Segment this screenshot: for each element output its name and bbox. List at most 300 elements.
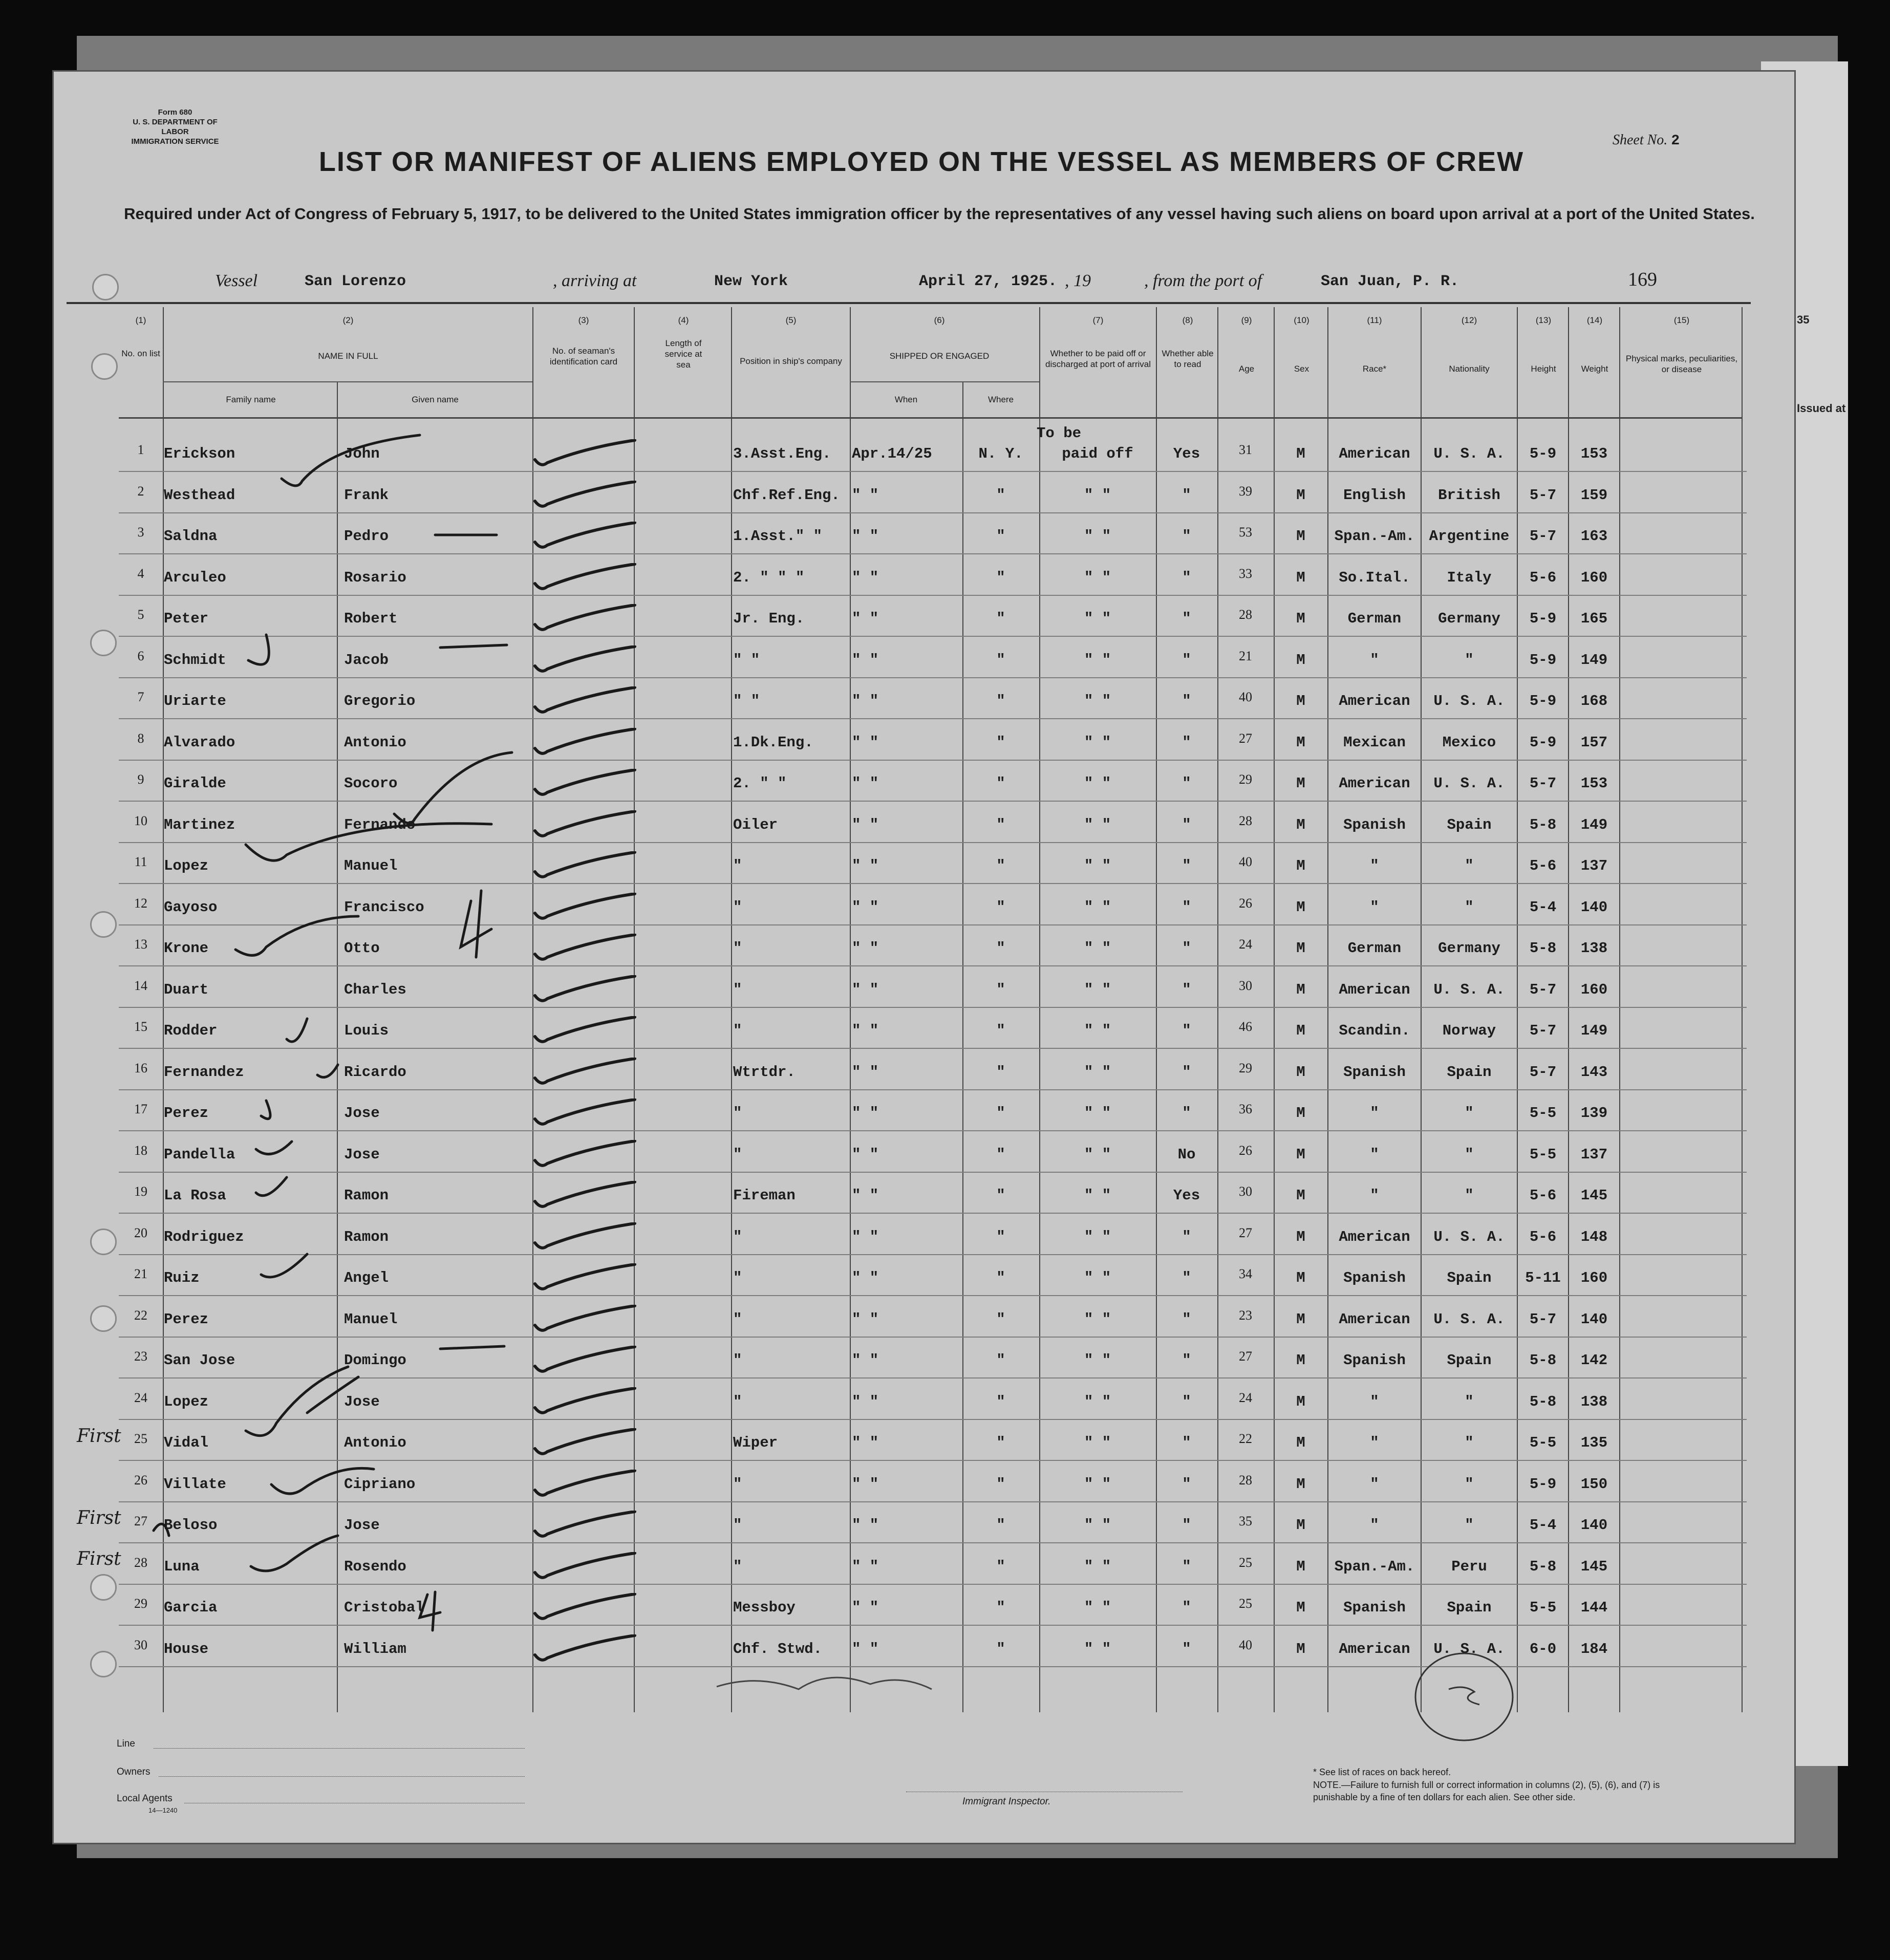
weight-cell: 168 <box>1580 693 1608 709</box>
sex-cell: M <box>1296 1022 1305 1039</box>
age-cell: 30 <box>1239 978 1252 993</box>
sex-cell: M <box>1296 1640 1305 1657</box>
sex-cell: M <box>1296 1187 1305 1204</box>
footer-agents-label: Local Agents <box>117 1793 173 1804</box>
nationality-cell: U. S. A. <box>1433 445 1505 462</box>
shipped-when-cell: " " <box>852 775 879 792</box>
paid-off-cell: " " <box>1084 1640 1111 1657</box>
row-number-cell: 23 <box>134 1349 147 1364</box>
height-cell: 5-7 <box>1529 775 1557 792</box>
dash-mark <box>440 645 507 648</box>
given-name-cell: Manuel <box>344 857 398 874</box>
nationality-cell: " <box>1465 1393 1474 1410</box>
nationality-cell: U. S. A. <box>1433 1228 1505 1245</box>
able-to-read-cell: " <box>1182 486 1191 504</box>
col1-header: No. on list <box>121 349 160 358</box>
weight-cell: 138 <box>1580 1393 1608 1410</box>
height-cell: 5-9 <box>1529 445 1557 462</box>
height-cell: 5-5 <box>1529 1434 1557 1451</box>
family-name-cell: Ruiz <box>164 1269 200 1286</box>
shipped-when-cell: " " <box>852 610 879 627</box>
shipped-when-cell: " " <box>852 816 879 833</box>
height-cell: 5-6 <box>1529 1187 1557 1204</box>
weight-cell: 148 <box>1580 1228 1608 1245</box>
family-name-cell: La Rosa <box>164 1187 226 1204</box>
shipped-when-cell: " " <box>852 734 879 751</box>
weight-cell: 140 <box>1580 1517 1608 1534</box>
given-name-cell: Jose <box>344 1146 380 1163</box>
paid-off-cell: " " <box>1084 528 1111 545</box>
shipped-when-cell: " " <box>852 1146 879 1163</box>
sheet-number-value: 2 <box>1671 133 1680 149</box>
col4-number: (4) <box>678 315 689 325</box>
sex-cell: M <box>1296 651 1305 669</box>
paid-off-cell: " " <box>1084 1475 1111 1493</box>
shipped-when-cell: " " <box>852 651 879 669</box>
row-number-cell: 30 <box>134 1637 147 1652</box>
row-number-cell: 1 <box>137 442 144 457</box>
initial-mark <box>248 635 269 664</box>
race-cell: Spanish <box>1343 1063 1406 1081</box>
shipped-where-cell: " <box>996 1105 1005 1122</box>
height-cell: 5-8 <box>1529 1352 1557 1369</box>
able-to-read-cell: " <box>1182 1310 1191 1328</box>
nationality-cell: U. S. A. <box>1433 775 1505 792</box>
row-number-cell: 14 <box>134 978 147 993</box>
paid-off-cell: " " <box>1084 1146 1111 1163</box>
col13-header: Height <box>1531 364 1556 374</box>
position-cell: " <box>733 1558 742 1575</box>
race-cell: German <box>1347 610 1402 627</box>
paid-off-note: To be <box>1037 425 1082 442</box>
footnote-races: * See list of races on back hereof. <box>1313 1767 1451 1777</box>
height-cell: 5-5 <box>1529 1105 1557 1122</box>
shipped-where-cell: " <box>996 1310 1005 1328</box>
race-cell: Spanish <box>1343 1269 1406 1286</box>
shipped-when-cell: " " <box>852 981 879 998</box>
shipped-when-cell: " " <box>852 1269 879 1286</box>
shipped-when-cell: " " <box>852 486 879 504</box>
paid-off-cell: " " <box>1084 1599 1111 1616</box>
row-number-cell: 11 <box>134 854 147 869</box>
shipped-where-cell: " <box>996 981 1005 998</box>
paid-off-cell: " " <box>1084 816 1111 833</box>
position-cell: Chf.Ref.Eng. <box>733 486 840 504</box>
col4-header: Length of service at sea <box>664 338 702 370</box>
position-cell: " <box>733 1022 742 1039</box>
paid-off-cell: " " <box>1084 569 1111 586</box>
weight-cell: 160 <box>1580 981 1608 998</box>
check-mark <box>282 435 420 486</box>
shipped-where-cell: " <box>996 816 1005 833</box>
race-cell: Spanish <box>1343 1599 1406 1616</box>
row-number-cell: 18 <box>134 1143 147 1158</box>
page-subtitle: Required under Act of Congress of February 5, 1917, to be delivered to the United States immigration officer by the representatives of any vessel having such aliens on board upon arrival at a port of the United States. <box>124 205 1755 223</box>
row-number-cell: 24 <box>134 1390 147 1405</box>
age-cell: 21 <box>1239 648 1252 663</box>
race-cell: American <box>1339 1228 1410 1245</box>
col14-number: (14) <box>1586 315 1603 325</box>
given-name-cell: Manuel <box>344 1310 398 1328</box>
shipped-when-cell: " " <box>852 569 879 586</box>
height-cell: 5-7 <box>1529 1063 1557 1081</box>
family-name-cell: Krone <box>164 940 209 957</box>
race-cell: American <box>1339 445 1410 462</box>
sex-cell: M <box>1296 1558 1305 1575</box>
paid-off-cell: " " <box>1084 1393 1111 1410</box>
shipped-where-cell: " <box>996 1558 1005 1575</box>
given-name-cell: Jose <box>344 1517 380 1534</box>
check-mark <box>154 1524 169 1536</box>
age-cell: 30 <box>1239 1184 1252 1199</box>
family-name-cell: Uriarte <box>164 693 226 709</box>
age-cell: 46 <box>1239 1019 1252 1034</box>
paid-off-cell: " " <box>1084 857 1111 874</box>
shipped-where-cell: " <box>996 1022 1005 1039</box>
nationality-cell: Peru <box>1451 1558 1487 1575</box>
shipped-where-cell: " <box>996 857 1005 874</box>
given-name-cell: Jacob <box>344 651 389 669</box>
shipped-when-cell: " " <box>852 1558 879 1575</box>
position-cell: " <box>733 1269 742 1286</box>
family-name-cell: Arculeo <box>164 569 226 586</box>
able-to-read-cell: " <box>1182 816 1191 833</box>
shipped-when-cell: " " <box>852 1599 879 1616</box>
race-cell: " <box>1370 1434 1379 1451</box>
sex-cell: M <box>1296 1475 1305 1493</box>
row-number-cell: 22 <box>134 1307 147 1323</box>
family-name-cell: Perez <box>164 1105 209 1122</box>
shipped-where-cell: " <box>996 1475 1005 1493</box>
nationality-cell: " <box>1465 651 1474 669</box>
col5-header: Position in ship's company <box>740 356 842 366</box>
able-to-read-cell: " <box>1182 610 1191 627</box>
height-cell: 6-0 <box>1529 1640 1557 1657</box>
family-name-cell: Westhead <box>164 486 235 504</box>
sex-cell: M <box>1296 816 1305 833</box>
age-cell: 27 <box>1239 1349 1252 1364</box>
age-cell: 25 <box>1239 1555 1252 1570</box>
family-name-cell: Fernandez <box>164 1063 244 1081</box>
col9-number: (9) <box>1241 315 1252 325</box>
given-name-cell: Pedro <box>344 528 389 545</box>
row-number-cell: 19 <box>134 1184 147 1199</box>
weight-cell: 149 <box>1580 651 1608 669</box>
able-to-read-cell: " <box>1182 1599 1191 1616</box>
height-cell: 5-5 <box>1529 1599 1557 1616</box>
initial-mark <box>261 1101 270 1119</box>
able-to-read-cell: " <box>1182 1228 1191 1245</box>
height-cell: 5-5 <box>1529 1146 1557 1163</box>
nationality-cell: Spain <box>1447 816 1492 833</box>
row-number-cell: 15 <box>134 1019 147 1034</box>
shipped-where-cell: " <box>996 1640 1005 1657</box>
weight-cell: 143 <box>1580 1063 1608 1081</box>
position-cell: Fireman <box>733 1187 796 1204</box>
age-cell: 31 <box>1239 442 1252 457</box>
position-cell: Messboy <box>733 1599 796 1616</box>
able-to-read-cell: " <box>1182 693 1191 709</box>
able-to-read-cell: " <box>1182 940 1191 957</box>
paid-off-cell: " " <box>1084 1269 1111 1286</box>
age-cell: 36 <box>1239 1102 1252 1116</box>
position-cell: " <box>733 857 742 874</box>
race-cell: " <box>1370 1146 1379 1163</box>
position-cell: " <box>733 1310 742 1328</box>
age-cell: 22 <box>1239 1431 1252 1446</box>
check-mark <box>256 1177 287 1196</box>
col3-number: (3) <box>578 315 589 325</box>
col6-header: SHIPPED OR ENGAGED <box>889 351 990 361</box>
able-to-read-cell: " <box>1182 1434 1191 1451</box>
family-name-cell: Schmidt <box>164 651 226 669</box>
race-cell: Mexican <box>1343 734 1406 751</box>
able-to-read-cell: " <box>1182 1352 1191 1369</box>
nationality-cell: Spain <box>1447 1269 1492 1286</box>
paid-off-cell: " " <box>1084 1105 1111 1122</box>
shipped-where-cell: N. Y. <box>978 445 1023 462</box>
given-name-cell: Rosario <box>344 569 406 586</box>
paid-off-cell: " " <box>1084 1022 1111 1039</box>
given-name-cell: Ramon <box>344 1187 389 1204</box>
given-name-cell: Antonio <box>344 1434 406 1451</box>
col11-number: (11) <box>1367 315 1382 325</box>
position-cell: " <box>733 1228 742 1245</box>
family-name-cell: Erickson <box>164 445 235 462</box>
sex-cell: M <box>1296 734 1305 751</box>
row-number-cell: 13 <box>134 937 147 952</box>
nationality-cell: Argentine <box>1429 528 1510 545</box>
given-name-cell: Angel <box>344 1269 389 1286</box>
inspector-signature <box>717 1677 932 1689</box>
footer-line-rule <box>154 1748 525 1749</box>
sex-cell: M <box>1296 775 1305 792</box>
given-name-cell: Jose <box>344 1393 380 1410</box>
family-name-cell: House <box>164 1640 209 1657</box>
check-mark <box>394 752 512 823</box>
able-to-read-cell: " <box>1182 528 1191 545</box>
weight-cell: 159 <box>1580 486 1608 504</box>
height-cell: 5-8 <box>1529 816 1557 833</box>
position-cell: " " <box>733 693 760 709</box>
given-name-cell: Robert <box>344 610 398 627</box>
able-to-read-cell: " <box>1182 1517 1191 1534</box>
sex-cell: M <box>1296 898 1305 916</box>
sex-cell: M <box>1296 693 1305 709</box>
able-to-read-cell: Yes <box>1173 1187 1200 1204</box>
shipped-where-cell: " <box>996 1599 1005 1616</box>
service-name: IMMIGRATION SERVICE <box>131 137 219 146</box>
shipped-when-cell: " " <box>852 1310 879 1328</box>
col2-header: NAME IN FULL <box>318 351 378 361</box>
paid-off-cell: " " <box>1084 1187 1111 1204</box>
check-mark <box>246 824 491 861</box>
family-name-cell: Lopez <box>164 857 209 874</box>
col12-header: Nationality <box>1449 364 1490 374</box>
col15-header: Physical marks, peculiarities, or disease <box>1625 354 1738 374</box>
paid-off-cell: " " <box>1084 940 1111 957</box>
family-name-cell: Luna <box>164 1558 200 1575</box>
given-name-cell: Rosendo <box>344 1558 406 1575</box>
page-title: LIST OR MANIFEST OF ALIENS EMPLOYED ON THE VESSEL AS MEMBERS OF CREW <box>318 146 1524 177</box>
weight-cell: 140 <box>1580 898 1608 916</box>
position-cell: " <box>733 1517 742 1534</box>
age-cell: 29 <box>1239 1060 1252 1075</box>
col6-number: (6) <box>934 315 945 325</box>
given-name-cell: Jose <box>344 1105 380 1122</box>
col8-number: (8) <box>1182 315 1193 325</box>
footer-line-label: Line <box>117 1738 135 1749</box>
nationality-cell: U. S. A. <box>1433 981 1505 998</box>
shipped-when-cell: " " <box>852 898 879 916</box>
row-number-cell: 7 <box>137 690 144 704</box>
sex-cell: M <box>1296 1434 1305 1451</box>
check-mark <box>271 1468 374 1494</box>
height-cell: 5-11 <box>1525 1269 1561 1286</box>
shipped-where-cell: " <box>996 1228 1005 1245</box>
age-cell: 53 <box>1239 525 1252 540</box>
shipped-where-cell: " <box>996 1269 1005 1286</box>
weight-cell: 150 <box>1580 1475 1608 1493</box>
given-name-cell: Otto <box>344 940 380 957</box>
sex-cell: M <box>1296 486 1305 504</box>
shipped-where-cell: " <box>996 734 1005 751</box>
col11-header: Race* <box>1362 364 1387 374</box>
race-cell: American <box>1339 981 1410 998</box>
department-name: U. S. DEPARTMENT OF LABOR <box>133 118 218 136</box>
family-name-cell: Duart <box>164 981 209 998</box>
age-cell: 34 <box>1239 1266 1252 1281</box>
position-cell: 1.Dk.Eng. <box>733 734 813 751</box>
given-name-cell: Charles <box>344 981 406 998</box>
family-name-cell: Martinez <box>164 816 235 833</box>
age-cell: 33 <box>1239 566 1252 581</box>
weight-cell: 153 <box>1580 775 1608 792</box>
able-to-read-cell: " <box>1182 981 1191 998</box>
position-cell: " <box>733 1393 742 1410</box>
nationality-cell: Italy <box>1447 569 1492 586</box>
col9-header: Age <box>1238 364 1255 374</box>
col3-header: No. of seaman's identification card <box>549 346 618 367</box>
footer-owners-rule <box>159 1776 525 1777</box>
row-number-cell: 29 <box>134 1596 147 1611</box>
shipped-when-cell: " " <box>852 1640 879 1657</box>
height-cell: 5-6 <box>1529 569 1557 586</box>
shipped-where-cell: " <box>996 1517 1005 1534</box>
age-cell: 24 <box>1239 937 1252 952</box>
race-cell: " <box>1370 857 1379 874</box>
given-name-cell: Antonio <box>344 734 406 751</box>
shipped-where-cell: " <box>996 693 1005 709</box>
sex-cell: M <box>1296 528 1305 545</box>
able-to-read-cell: " <box>1182 651 1191 669</box>
sex-cell: M <box>1296 1393 1305 1410</box>
paid-off-cell: " " <box>1084 1517 1111 1534</box>
family-name-cell: Peter <box>164 610 209 627</box>
col12-number: (12) <box>1461 315 1477 325</box>
position-cell: 2. " " <box>733 775 787 792</box>
shipped-when-cell: " " <box>852 1393 879 1410</box>
paid-off-cell: " " <box>1084 693 1111 709</box>
sheet-number-label: Sheet No. <box>1613 132 1668 148</box>
row-number-cell: 26 <box>134 1472 147 1488</box>
row-number-cell: 28 <box>134 1555 147 1570</box>
given-name-cell: Domingo <box>344 1352 406 1369</box>
family-name-cell: Lopez <box>164 1393 209 1410</box>
nationality-cell: " <box>1465 1146 1474 1163</box>
able-to-read-cell: " <box>1182 1105 1191 1122</box>
nationality-cell: U. S. A. <box>1433 693 1505 709</box>
position-cell: " <box>733 940 742 957</box>
able-to-read-cell: Yes <box>1173 445 1200 462</box>
shipped-where-cell: " <box>996 775 1005 792</box>
height-cell: 5-7 <box>1529 981 1557 998</box>
shipped-when-cell: Apr.14/25 <box>852 445 932 462</box>
nationality-cell: U. S. A. <box>1433 1640 1505 1657</box>
height-cell: 5-9 <box>1529 651 1557 669</box>
weight-cell: 145 <box>1580 1558 1608 1575</box>
able-to-read-cell: " <box>1182 857 1191 874</box>
weight-cell: 149 <box>1580 1022 1608 1039</box>
sex-cell: M <box>1296 857 1305 874</box>
col7-number: (7) <box>1092 315 1104 325</box>
shipped-where-cell: " <box>996 1352 1005 1369</box>
paid-off-cell: " " <box>1084 1434 1111 1451</box>
nationality-cell: British <box>1438 486 1500 504</box>
height-cell: 5-9 <box>1529 734 1557 751</box>
given-name-cell: Ramon <box>344 1228 389 1245</box>
shipped-where-cell: " <box>996 1063 1005 1081</box>
circle-stamp-scribble <box>1449 1687 1479 1705</box>
height-cell: 5-7 <box>1529 486 1557 504</box>
age-cell: 28 <box>1239 1472 1252 1488</box>
col10-header: Sex <box>1294 364 1309 374</box>
height-cell: 5-9 <box>1529 610 1557 627</box>
col1-number: (1) <box>135 315 146 325</box>
age-cell: 29 <box>1239 772 1252 787</box>
family-name-cell: Giralde <box>164 775 226 792</box>
age-cell: 26 <box>1239 895 1252 911</box>
vessel-label: Vessel <box>215 271 258 290</box>
nationality-cell: U. S. A. <box>1433 1310 1505 1328</box>
sex-cell: M <box>1296 1105 1305 1122</box>
race-cell: " <box>1370 1393 1379 1410</box>
able-to-read-cell: " <box>1182 734 1191 751</box>
nationality-cell: Spain <box>1447 1599 1492 1616</box>
form-number: Form 680 <box>158 108 192 117</box>
able-to-read-cell: " <box>1182 898 1191 916</box>
nationality-cell: Spain <box>1447 1352 1492 1369</box>
height-cell: 5-7 <box>1529 528 1557 545</box>
given-name-cell: Louis <box>344 1022 389 1039</box>
weight-cell: 163 <box>1580 528 1608 545</box>
family-name-cell: San Jose <box>164 1352 235 1369</box>
nationality-cell: Mexico <box>1442 734 1496 751</box>
height-cell: 5-7 <box>1529 1022 1557 1039</box>
shipped-where-cell: " <box>996 651 1005 669</box>
race-cell: English <box>1343 486 1406 504</box>
age-cell: 40 <box>1239 854 1252 869</box>
sex-cell: M <box>1296 1269 1305 1286</box>
height-cell: 5-4 <box>1529 1517 1557 1534</box>
check-mark <box>261 1254 307 1277</box>
row-number-cell: 16 <box>134 1060 147 1075</box>
shipped-when-cell: " " <box>852 1187 879 1204</box>
sex-cell: M <box>1296 445 1305 462</box>
race-cell: So.Ital. <box>1339 569 1410 586</box>
sex-cell: M <box>1296 981 1305 998</box>
position-cell: 1.Asst." " <box>733 528 823 545</box>
